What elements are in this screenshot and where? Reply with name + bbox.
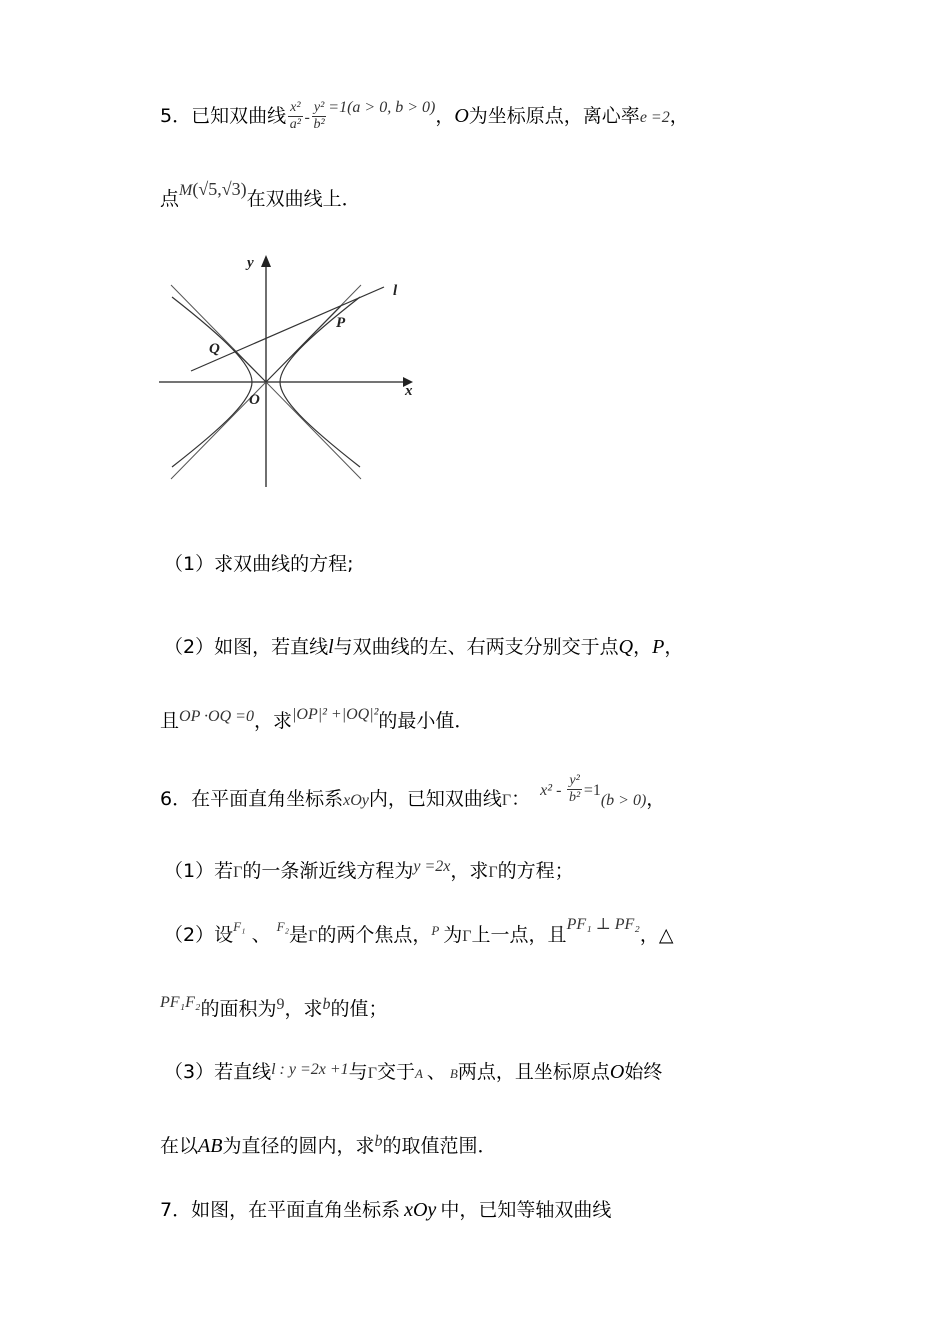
label-P: P — [336, 315, 346, 331]
triangle-label: PF₁F₂ — [160, 994, 201, 1011]
p6-q2-cont: $^{PF_1F_2}$的面积为$^9$，求$^b$的值； — [160, 994, 388, 1020]
label-Q: Q — [209, 341, 220, 357]
fraction-y2-b2: $\frac{\text{y²}}{\text{b²}}$ — [569, 773, 581, 805]
label-O: O — [249, 392, 260, 408]
p5-q1: （1）求双曲线的方程; — [164, 553, 354, 575]
point-coordinates: (√5,√3) — [192, 179, 247, 199]
p5-line-1: 5．已知双曲线 $\frac{\text{x²}}{\text{a²}}$ - $\frac{\text{y²}}{\text{b²}}$ $^{=1(a > 0, b > 0)}$，O为坐标原点，离心率e =2， — [160, 99, 689, 132]
p6-q1: （1）若Γ的一条渐近线方程为$^{y =2x}$，求Γ的方程； — [164, 858, 574, 882]
p5-line-2: 点$^M$(√5,√3)在双曲线上． — [160, 179, 361, 210]
fraction-y2-b2: $\frac{\text{y²}}{\text{b²}}$ — [313, 100, 325, 132]
p5-number: 5． — [160, 105, 192, 127]
line-l — [191, 287, 384, 371]
p6-q2: （2）设$^{F_1}$ 、 $^{F_2}$是Γ的两个焦点，$^P$ 为Γ上一点，且$^{PF_1 \perp PF_2}$，△ — [164, 916, 674, 946]
perpendicular-condition: PF₁ ⊥ PF₂ — [566, 916, 640, 933]
segment-OP — [266, 306, 341, 382]
dot-product: OP ·OQ =0 — [179, 708, 254, 725]
label-x: x — [405, 383, 413, 399]
p6-line-1: 6．在平面直角坐标系xOy内，已知双曲线Γ： $^{x^2}$ - $\frac{\text{y²}}{\text{b²}}$ $^{=1}$(b > 0)， — [160, 773, 666, 810]
label-l: l — [393, 283, 398, 299]
equation-condition: =1(a > 0, b > 0) — [328, 99, 436, 116]
p7-line-1: 7．如图，在平面直角坐标系 xOy 中，已知等轴双曲线 — [160, 1199, 612, 1221]
p5-q2: （2）如图，若直线l与双曲线的左、右两支分别交于点Q，P， — [164, 636, 684, 658]
eccentricity: e =2 — [639, 109, 670, 126]
p5-q2-cont: 且$^{OP \cdot OQ =0}$，求$^{|OP|^2 +|OQ|^2}$的最小值． — [160, 706, 474, 732]
y-axis-arrow — [261, 255, 271, 267]
p6-q3-cont: 在以AB为直径的圆内，求$^b$的取值范围． — [160, 1133, 497, 1157]
hyperbola-figure — [155, 245, 420, 495]
segment-OQ — [233, 349, 266, 382]
line-equation: l : y =2x +1 — [271, 1061, 349, 1078]
p6-number: 6． — [160, 788, 192, 810]
p7-number: 7． — [160, 1199, 192, 1221]
sum-of-squares: |OP|² +|OQ|² — [291, 706, 379, 723]
asymptote-equation: y =2x — [413, 858, 451, 875]
label-y: y — [247, 255, 254, 271]
fraction-x2-a2: $\frac{\text{x²}}{\text{a²}}$ — [289, 100, 301, 132]
p6-q3: （3）若直线$^{l : y =2x +1}$与Γ交于A 、 B两点，且坐标原点O始终 — [164, 1061, 663, 1083]
